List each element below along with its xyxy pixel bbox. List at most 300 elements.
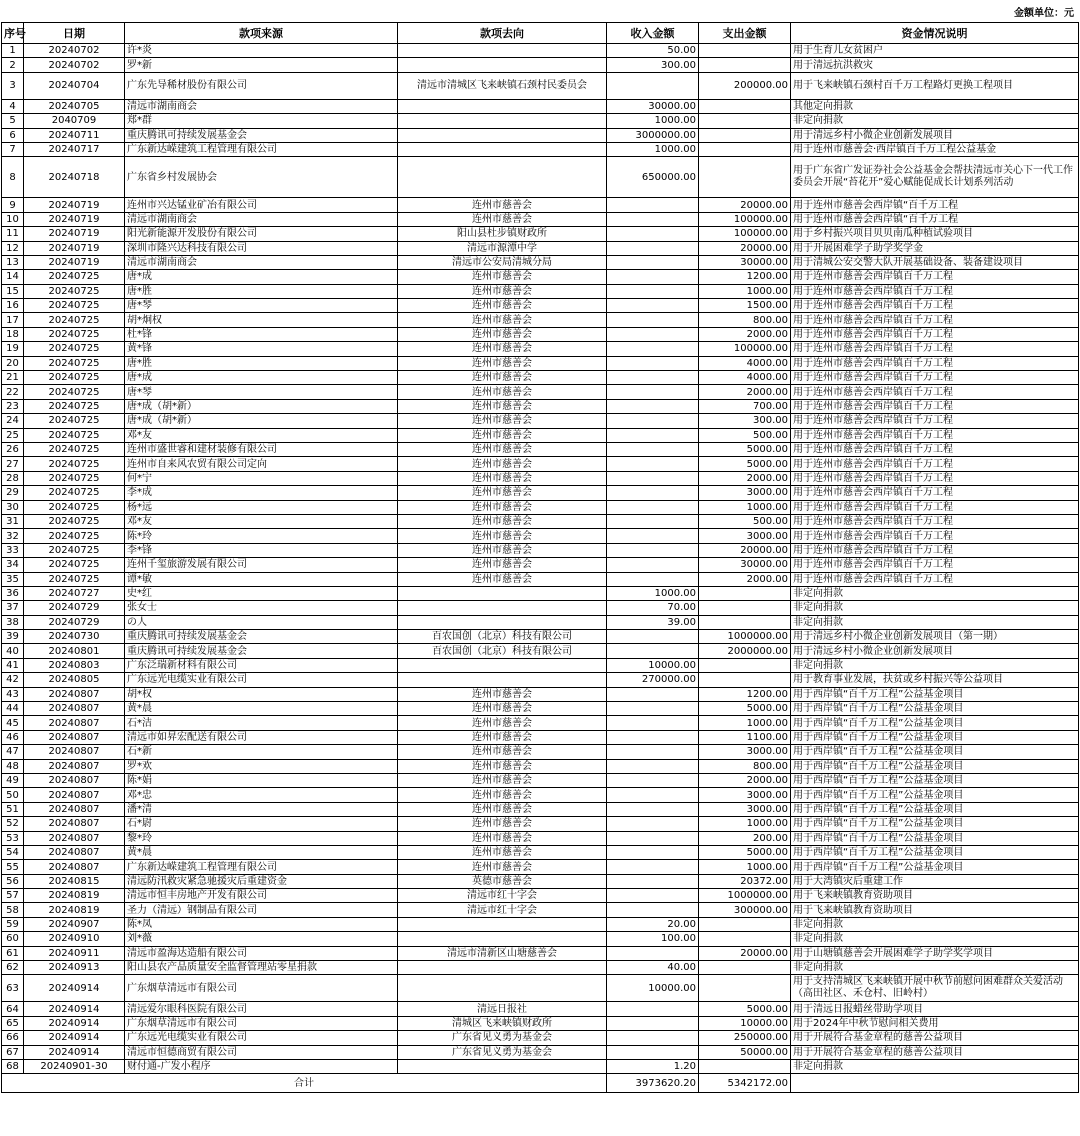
row-destination: 连州市慈善会 [398,198,607,212]
row-destination [398,99,607,113]
row-source: 唐*胜 [125,284,398,298]
row-no: 65 [2,1016,24,1030]
row-date: 20240727 [24,586,125,600]
row-no: 53 [2,831,24,845]
header-destination: 款项去向 [398,23,607,44]
row-description: 用于清远抗洪救灾 [791,58,1079,72]
row-expense: 3000.00 [699,745,791,759]
row-no: 41 [2,658,24,672]
row-description: 用于连州市慈善会西岸镇百千万工程 [791,572,1079,586]
row-income [607,788,699,802]
row-source: 连州市盛世睿和建材装修有限公司 [125,442,398,456]
row-description: 非定向捐款 [791,114,1079,128]
row-expense: 700.00 [699,399,791,413]
row-description: 其他定向捐款 [791,99,1079,113]
row-income [607,702,699,716]
row-source: 罗*欢 [125,759,398,773]
total-label: 合计 [2,1074,607,1093]
row-description: 用于连州市慈善会西岸镇百千万工程 [791,399,1079,413]
row-source: 清远市湖南商会 [125,255,398,269]
row-source: 杨*远 [125,500,398,514]
row-destination [398,1060,607,1074]
table-row [2,514,1079,528]
row-no: 11 [2,227,24,241]
row-expense [699,615,791,629]
table-row [2,1016,1079,1030]
row-source: 黄*晨 [125,702,398,716]
row-source: 石*新 [125,745,398,759]
row-no: 63 [2,975,24,1002]
row-expense: 1000.00 [699,284,791,298]
row-description: 用于西岸镇“百千万工程”公益基金项目 [791,817,1079,831]
table-row [2,961,1079,975]
row-destination: 百农国创（北京）科技有限公司 [398,630,607,644]
row-income: 70.00 [607,601,699,615]
row-source: 石*洁 [125,716,398,730]
table-row [2,889,1079,903]
row-description: 用于连州市慈善会西岸镇百千万工程 [791,529,1079,543]
table-row [2,356,1079,370]
row-no: 33 [2,543,24,557]
row-description: 用于连州市慈善会西岸镇百千万工程 [791,414,1079,428]
row-income [607,1016,699,1030]
table-row [2,773,1079,787]
row-source: 黄*晨 [125,845,398,859]
row-description: 用于连州市慈善会西岸镇百千万工程 [791,514,1079,528]
row-date: 20240702 [24,44,125,58]
row-source: 陈*娟 [125,773,398,787]
row-destination: 连州市慈善会 [398,802,607,816]
row-destination: 连州市慈善会 [398,212,607,226]
row-destination: 连州市慈善会 [398,442,607,456]
row-source: 唐*琴 [125,299,398,313]
row-no: 16 [2,299,24,313]
row-destination [398,975,607,1002]
row-destination: 清远日报社 [398,1002,607,1016]
row-destination: 连州市慈善会 [398,356,607,370]
row-income: 300.00 [607,58,699,72]
row-description: 用于飞来峡镇教育资助项目 [791,903,1079,917]
table-row [2,601,1079,615]
table-row [2,299,1079,313]
row-destination: 连州市慈善会 [398,558,607,572]
row-description: 用于连州市慈善会西岸镇百千万工程 [791,471,1079,485]
row-description: 用于连州市慈善会西岸镇百千万工程 [791,342,1079,356]
row-source: 刘*薇 [125,932,398,946]
row-date: 20240725 [24,500,125,514]
row-income [607,874,699,888]
row-date: 20240914 [24,1016,125,1030]
row-date: 20240725 [24,471,125,485]
row-destination: 连州市慈善会 [398,702,607,716]
row-source: 唐*成 [125,270,398,284]
row-income [607,255,699,269]
row-date: 20240717 [24,142,125,156]
row-date: 20240807 [24,730,125,744]
row-no: 45 [2,716,24,730]
row-destination: 清远市公安局清城分局 [398,255,607,269]
row-source: 清远市恒丰房地产开发有限公司 [125,889,398,903]
table-row [2,687,1079,701]
row-income [607,745,699,759]
total-row [2,1074,1079,1093]
row-date: 20240807 [24,845,125,859]
row-no: 17 [2,313,24,327]
row-date: 20240914 [24,1031,125,1045]
row-no: 42 [2,673,24,687]
row-description: 用于连州市慈善会·西岸镇百千万工程公益基金 [791,142,1079,156]
table-row [2,385,1079,399]
table-row [2,702,1079,716]
row-expense [699,601,791,615]
row-description: 用于支持清城区飞来峡镇开展中秋节前慰问困难群众关爱活动（高田社区、禾仓村、旧岭村） [791,975,1079,1002]
total-description [791,1074,1079,1093]
header-description: 资金情况说明 [791,23,1079,44]
row-income [607,730,699,744]
header-expense: 支出金额 [699,23,791,44]
row-source: 清远市湖南商会 [125,99,398,113]
row-source: 邓*忠 [125,788,398,802]
row-date: 20240807 [24,716,125,730]
row-description: 用于教育事业发展，扶贫或乡村振兴等公益项目 [791,673,1079,687]
row-no: 30 [2,500,24,514]
row-expense: 800.00 [699,313,791,327]
row-income [607,270,699,284]
row-description: 用于清远乡村小微企业创新发展项目 [791,644,1079,658]
row-date: 20240704 [24,72,125,99]
row-expense [699,658,791,672]
row-date: 20240719 [24,255,125,269]
row-no: 10 [2,212,24,226]
row-date: 20240725 [24,313,125,327]
row-description: 用于开展困难学子助学奖学金 [791,241,1079,255]
row-income: 1000.00 [607,142,699,156]
row-destination: 连州市慈善会 [398,399,607,413]
row-no: 8 [2,157,24,198]
row-description: 用于开展符合基金章程的慈善公益项目 [791,1045,1079,1059]
row-description: 用于连州市慈善会西岸镇百千万工程 [791,486,1079,500]
row-no: 19 [2,342,24,356]
row-source: 阳山县农产品质量安全监督管理站零星捐款 [125,961,398,975]
row-date: 20240807 [24,687,125,701]
row-destination: 连州市慈善会 [398,371,607,385]
row-description: 用于清远日报蜡丝带助学项目 [791,1002,1079,1016]
row-date: 2040709 [24,114,125,128]
table-row [2,975,1079,1002]
row-destination [398,673,607,687]
row-income [607,356,699,370]
header-income: 收入金额 [607,23,699,44]
row-income [607,1045,699,1059]
row-no: 68 [2,1060,24,1074]
row-no: 44 [2,702,24,716]
row-expense: 1000000.00 [699,889,791,903]
row-description: 用于大湾镇灾后重建工作 [791,874,1079,888]
row-date: 20240725 [24,399,125,413]
row-destination: 连州市慈善会 [398,730,607,744]
table-row [2,313,1079,327]
table-row [2,58,1079,72]
row-no: 58 [2,903,24,917]
table-row [2,212,1079,226]
row-date: 20240719 [24,212,125,226]
table-row [2,428,1079,442]
row-date: 20240807 [24,773,125,787]
row-source: 广东烟草清远市有限公司 [125,975,398,1002]
row-expense [699,961,791,975]
row-date: 20240725 [24,514,125,528]
row-no: 61 [2,946,24,960]
row-destination: 连州市慈善会 [398,514,607,528]
row-expense: 1000.00 [699,716,791,730]
row-description: 用于连州市慈善会西岸镇百千万工程 [791,313,1079,327]
row-income [607,471,699,485]
row-no: 43 [2,687,24,701]
row-source: 深圳市隆兴达科技有限公司 [125,241,398,255]
row-source: 连州市自来风农贸有限公司定向 [125,457,398,471]
row-destination: 连州市慈善会 [398,385,607,399]
row-date: 20240719 [24,241,125,255]
row-expense: 5000.00 [699,457,791,471]
row-no: 23 [2,399,24,413]
row-income [607,644,699,658]
row-description: 用于清远乡村小微企业创新发展项目 [791,128,1079,142]
row-income: 39.00 [607,615,699,629]
row-source: 连州千玺旅游发展有限公司 [125,558,398,572]
row-description: 非定向捐款 [791,586,1079,600]
row-destination: 连州市慈善会 [398,687,607,701]
row-date: 20240807 [24,831,125,845]
row-expense [699,932,791,946]
total-expense: 5342172.00 [699,1074,791,1093]
row-expense [699,114,791,128]
row-date: 20240702 [24,58,125,72]
row-no: 13 [2,255,24,269]
header-no: 序号 [2,23,24,44]
row-income [607,1002,699,1016]
row-destination [398,44,607,58]
row-date: 20240807 [24,817,125,831]
row-destination: 连州市慈善会 [398,486,607,500]
row-description: 用于西岸镇“百千万工程”公益基金项目 [791,730,1079,744]
row-destination: 连州市慈善会 [398,270,607,284]
row-income [607,558,699,572]
row-source: 谭*敏 [125,572,398,586]
row-income [607,342,699,356]
row-destination: 广东省见义勇为基金会 [398,1045,607,1059]
row-description: 用于西岸镇“百千万工程”公益基金项目 [791,845,1079,859]
row-no: 31 [2,514,24,528]
row-date: 20240725 [24,414,125,428]
row-description: 用于西岸镇“百千万工程”公益基金项目 [791,716,1079,730]
table-row [2,630,1079,644]
table-row [2,903,1079,917]
row-no: 39 [2,630,24,644]
row-date: 20240913 [24,961,125,975]
row-expense: 20000.00 [699,946,791,960]
row-date: 20240914 [24,975,125,1002]
row-income: 10000.00 [607,658,699,672]
row-description: 用于西岸镇“百千万工程”公益基金项目 [791,702,1079,716]
row-destination: 连州市慈善会 [398,831,607,845]
row-description: 非定向捐款 [791,917,1079,931]
row-expense: 300000.00 [699,903,791,917]
row-destination [398,932,607,946]
row-destination: 清城区飞来峡镇财政所 [398,1016,607,1030]
row-expense: 500.00 [699,428,791,442]
row-expense: 10000.00 [699,1016,791,1030]
row-description: 用于山塘镇慈善会开展困难学子助学奖学项目 [791,946,1079,960]
table-row [2,831,1079,845]
row-income [607,442,699,456]
row-income: 50.00 [607,44,699,58]
row-income [607,831,699,845]
row-description: 用于连州市慈善会西岸镇百千万工程 [791,371,1079,385]
row-income: 3000000.00 [607,128,699,142]
row-expense: 500.00 [699,514,791,528]
row-income [607,1031,699,1045]
row-no: 1 [2,44,24,58]
row-no: 6 [2,128,24,142]
row-income: 1000.00 [607,114,699,128]
row-source: 广东先导稀材股份有限公司 [125,72,398,99]
row-description: 用于清城公安交警大队开展基础设备、装备建设项目 [791,255,1079,269]
table-row [2,342,1079,356]
row-income [607,845,699,859]
row-date: 20240725 [24,543,125,557]
row-description: 用于清远乡村小微企业创新发展项目（第一期） [791,630,1079,644]
row-income [607,198,699,212]
row-source: 石*尉 [125,817,398,831]
table-row [2,658,1079,672]
row-income [607,543,699,557]
row-date: 20240729 [24,615,125,629]
row-destination: 连州市慈善会 [398,572,607,586]
table-row [2,845,1079,859]
row-source: 唐*成（胡*新） [125,414,398,428]
row-description: 用于2024年中秋节慰问相关费用 [791,1016,1079,1030]
row-source: 张女士 [125,601,398,615]
row-expense: 3000.00 [699,529,791,543]
row-date: 20240914 [24,1002,125,1016]
row-income [607,399,699,413]
header-source: 款项来源 [125,23,398,44]
row-no: 26 [2,442,24,456]
row-no: 49 [2,773,24,787]
table-row [2,788,1079,802]
row-source: 广东省乡村发展协会 [125,157,398,198]
row-no: 15 [2,284,24,298]
row-no: 67 [2,1045,24,1059]
row-source: 陈*玲 [125,529,398,543]
donation-ledger-table [1,22,1079,1093]
row-income [607,889,699,903]
row-date: 20240801 [24,644,125,658]
row-destination: 阳山县杜步镇财政所 [398,227,607,241]
table-row [2,371,1079,385]
row-date: 20240718 [24,157,125,198]
row-expense [699,1060,791,1074]
row-source: 黄*锋 [125,342,398,356]
row-destination: 连州市慈善会 [398,788,607,802]
row-source: 邓*友 [125,514,398,528]
row-no: 60 [2,932,24,946]
row-description: 非定向捐款 [791,961,1079,975]
row-expense: 2000.00 [699,385,791,399]
row-income [607,457,699,471]
row-expense [699,99,791,113]
row-income: 30000.00 [607,99,699,113]
row-destination [398,917,607,931]
row-income [607,716,699,730]
row-expense: 800.00 [699,759,791,773]
row-expense: 1500.00 [699,299,791,313]
row-destination: 连州市慈善会 [398,327,607,341]
row-date: 20240803 [24,658,125,672]
row-source: 杜*锋 [125,327,398,341]
row-income [607,529,699,543]
row-description: 用于开展符合基金章程的慈善公益项目 [791,1031,1079,1045]
row-expense: 5000.00 [699,702,791,716]
row-no: 21 [2,371,24,385]
row-destination: 连州市慈善会 [398,457,607,471]
row-source: 许*炎 [125,44,398,58]
row-expense: 1000.00 [699,860,791,874]
row-income [607,72,699,99]
row-source: 广东泛瑞新材料有限公司 [125,658,398,672]
row-date: 20240725 [24,356,125,370]
row-date: 20240805 [24,673,125,687]
currency-unit-label: 金额单位：元 [1014,8,1074,19]
row-destination: 连州市慈善会 [398,529,607,543]
row-date: 20240711 [24,128,125,142]
row-source: 胡*权 [125,687,398,701]
row-destination: 连州市慈善会 [398,845,607,859]
row-source: 罗*新 [125,58,398,72]
row-expense: 3000.00 [699,788,791,802]
row-no: 22 [2,385,24,399]
row-date: 20240725 [24,342,125,356]
row-source: 唐*成 [125,371,398,385]
row-destination: 连州市慈善会 [398,299,607,313]
table-row [2,917,1079,931]
row-no: 51 [2,802,24,816]
row-date: 20240907 [24,917,125,931]
row-no: 20 [2,356,24,370]
row-date: 20240725 [24,486,125,500]
row-description: 非定向捐款 [791,658,1079,672]
row-source: 广东烟草清远市有限公司 [125,1016,398,1030]
table-row [2,414,1079,428]
row-no: 18 [2,327,24,341]
row-date: 20240910 [24,932,125,946]
row-source: 史*红 [125,586,398,600]
row-date: 20240807 [24,788,125,802]
table-row [2,1060,1079,1074]
row-destination [398,114,607,128]
row-date: 20240719 [24,198,125,212]
row-destination: 清远市红十字会 [398,903,607,917]
row-description: 用于飞来峡镇石颈村百千万工程路灯更换工程项目 [791,72,1079,99]
row-expense: 2000.00 [699,471,791,485]
row-destination: 连州市慈善会 [398,817,607,831]
row-income [607,227,699,241]
row-destination [398,128,607,142]
row-destination: 连州市慈善会 [398,860,607,874]
row-destination [398,601,607,615]
row-description: 用于飞来峡镇教育资助项目 [791,889,1079,903]
row-source: 清远市盈海达造船有限公司 [125,946,398,960]
